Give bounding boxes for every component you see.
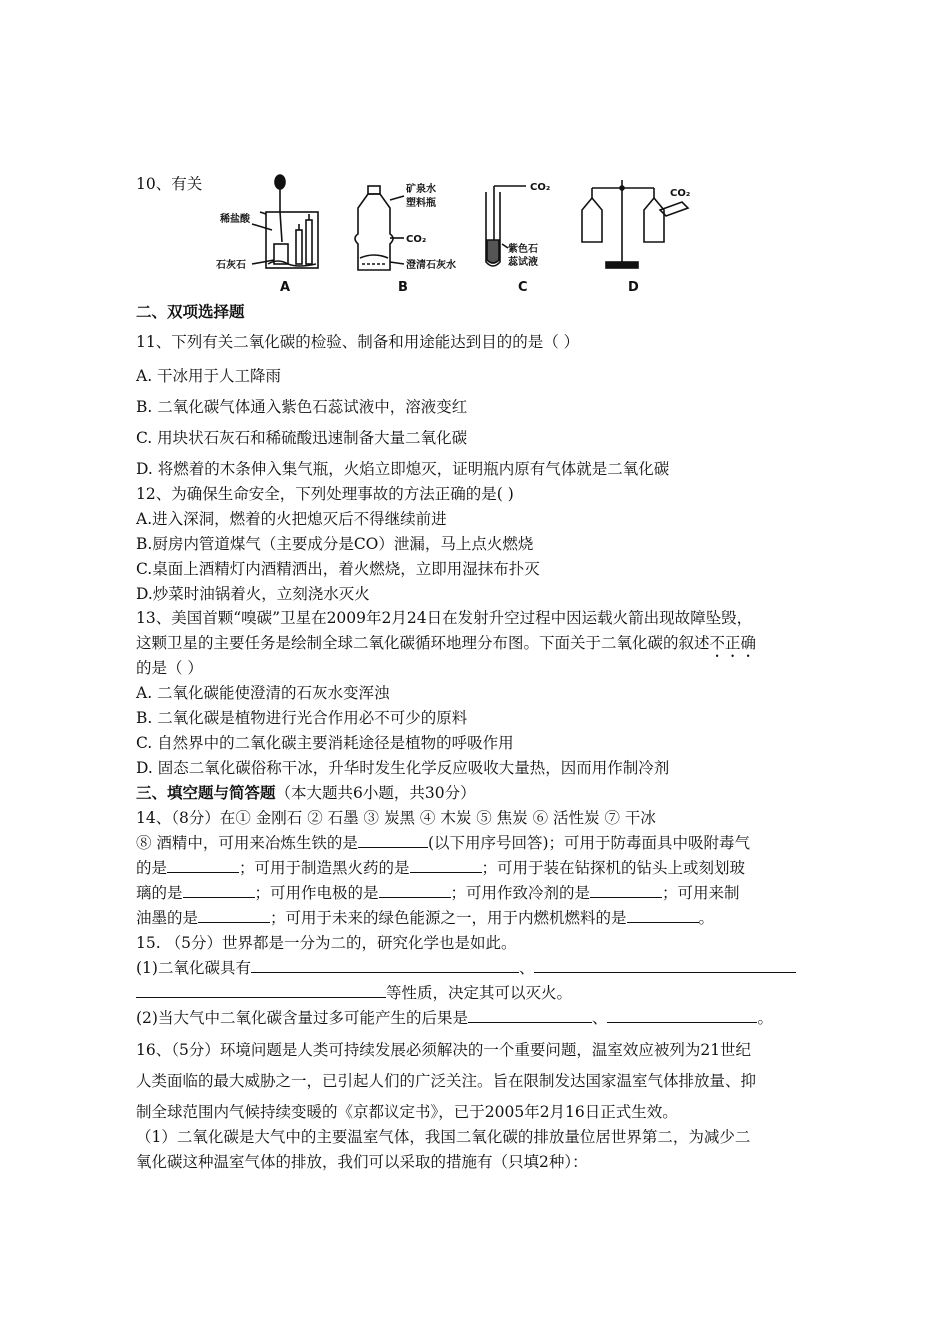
q12-stem: 12、为确保生命安全，下列处理事故的方法正确的是( ) [136,485,514,503]
label-option-c: C [518,280,528,295]
label-b-co2: CO₂ [406,234,427,245]
q15-line-1: 15. （5分）世界都是一分为二的，研究化学也是如此。 [136,934,517,952]
q15-line-2 [136,958,796,978]
q13-option-d: D. 固态二氧化碳俗称干冰，升华时发生化学反应吸收大量热，因而用作制冷剂 [136,759,670,777]
section-3-title: 三、填空题与简答题 [136,784,276,802]
q13-line-1: 13、美国首颗“嗅碳”卫星在2009年2月24日在发射升空过程中因运载火箭出现故障坠毁， [136,609,753,627]
q14-blank-4[interactable] [183,883,255,898]
label-bottle: 矿泉水 [406,184,436,195]
section-3-heading [136,783,476,803]
label-limestone: 石灰石 [216,260,246,271]
q10-apparatus-figure [208,172,708,298]
q11-option-d: D. 将燃着的木条伸入集气瓶，火焰立即熄灭，证明瓶内原有气体就是二氧化碳 [136,460,670,478]
q15-line-3-text: 等性质，决定其可以灭火。 [386,984,573,1002]
q14-line-3a: 的是 [136,859,168,877]
q13-line-2a: 这颗卫星的主要任务是绘制全球二氧化碳循环地理分布图。下面关于二氧化碳的叙述 [136,634,710,652]
q12-option-c: C.桌面上酒精灯内酒精洒出，着火燃烧，立即用湿抹布扑灭 [136,560,540,578]
q16-line-2: 人类面临的最大威胁之一，已引起人们的广泛关注。旨在限制发达国家温室气体排放量、抑 [136,1072,757,1090]
q14-line-4a: 璃的是 [136,884,183,902]
q14-line-5 [136,908,714,928]
q16-line-1: 16、（5分）环境问题是人类可持续发展必须解决的一个重要问题，温室效应被列为21世纪 [136,1041,752,1059]
q15-blank-1[interactable] [251,958,519,973]
q15-blank-5[interactable] [607,1008,757,1023]
q14-line-2a: ⑧ 酒精中，可用来冶炼生铁的是 [136,834,358,852]
q13-line-2 [136,633,756,661]
q13-option-a: A. 二氧化碳能使澄清的石灰水变浑浊 [136,684,390,702]
apparatus-a [252,175,318,268]
q15-line-3 [136,983,572,1003]
q14-line-3c: ；可用于装在钻探机的钻头上或刻划玻 [481,859,746,877]
q10-stem: 10、有关 [136,175,203,193]
label-d-co2: CO₂ [670,188,691,199]
q14-blank-1[interactable] [358,833,428,848]
q14-line-5c: 。 [698,909,715,927]
q13-emphasis: 不正确 [709,634,757,652]
q16-line-4: （1）二氧化碳是大气中的主要温室气体，我国二氧化碳的排放量位居世界第二，为减少二 [136,1128,751,1146]
q16-line-5: 氧化碳这种温室气体的排放，我们可以采取的措施有（只填2种）： [136,1153,588,1171]
q14-blank-8[interactable] [627,908,699,923]
q15-blank-4[interactable] [468,1008,592,1023]
q14-blank-6[interactable] [590,883,662,898]
label-c-co2: CO₂ [530,182,551,193]
q11-option-c: C. 用块状石灰石和稀硫酸迅速制备大量二氧化碳 [136,429,468,447]
label-option-a: A [280,280,291,295]
q15-blank-3[interactable] [136,983,386,998]
q14-line-5a: 油墨的是 [136,909,199,927]
label-hcl: 稀盐酸 [220,214,250,225]
q15-line-2a: (1)二氧化碳具有 [136,959,251,977]
q15-line-4c: 。 [757,1009,773,1027]
q13-option-b: B. 二氧化碳是植物进行光合作用必不可少的原料 [136,709,468,727]
label-bottle2: 塑料瓶 [406,198,436,209]
q13-option-c: C. 自然界中的二氧化碳主要消耗途径是植物的呼吸作用 [136,734,514,752]
q12-option-a: A.进入深洞，燃着的火把熄灭后不得继续前进 [136,510,447,528]
apparatus-b [355,186,404,270]
q14-line-4 [136,883,740,903]
q14-line-2b: (以下用序号回答)；可用于防毒面具中吸附毒气 [427,834,751,852]
label-litmus: 紫色石 [508,244,538,255]
q14-blank-7[interactable] [198,908,270,923]
q14-blank-5[interactable] [379,883,451,898]
q14-line-4c: ；可用作致冷剂的是 [450,884,591,902]
q11-stem: 11、下列有关二氧化碳的检验、制备和用途能达到目的的是（ ） [136,333,580,351]
section-2-title: 二、双项选择题 [136,303,245,321]
section-3-note: （本大题共6小题，共30分） [275,784,476,802]
q15-line-4 [136,1008,773,1028]
label-option-b: B [398,280,408,295]
q15-line-4b: 、 [591,1009,608,1027]
q14-line-2 [136,833,750,853]
q11-option-b: B. 二氧化碳气体通入紫色石蕊试液中，溶液变红 [136,398,468,416]
q13-line-3: 的是（ ） [136,659,203,677]
q14-line-3b: ；可用于制造黑火药的是 [239,859,410,877]
q15-line-2b: 、 [518,959,535,977]
q12-option-d: D.炒菜时油锅着火，立刻浇水灭火 [136,585,370,603]
label-litmus2: 蕊试液 [508,257,538,268]
q12-option-b: B.厨房内管道煤气（主要成分是CO）泄漏，马上点火燃烧 [136,535,534,553]
q16-line-3: 制全球范围内气候持续变暖的《京都议定书》，已于2005年2月16日正式生效。 [136,1103,678,1121]
q14-blank-2[interactable] [167,858,239,873]
label-option-d: D [628,280,639,295]
q11-option-a: A. 干冰用于人工降雨 [136,367,282,385]
q14-line-1: 14、（8分）在① 金刚石 ② 石墨 ③ 炭黑 ④ 木炭 ⑤ 焦炭 ⑥ 活性炭 ⑦ 干冰 [136,809,656,827]
q15-blank-2[interactable] [534,958,796,973]
q15-line-4a: (2)当大气中二氧化碳含量过多可能产生的后果是 [136,1009,468,1027]
q14-blank-3[interactable] [410,858,482,873]
q14-line-4d: ；可用来制 [662,884,740,902]
label-limewater: 澄清石灰水 [406,260,456,271]
q14-line-3 [136,858,745,878]
q14-line-5b: ；可用于未来的绿色能源之一，用于内燃机燃料的是 [270,909,627,927]
q14-line-4b: ；可用作电极的是 [254,884,379,902]
